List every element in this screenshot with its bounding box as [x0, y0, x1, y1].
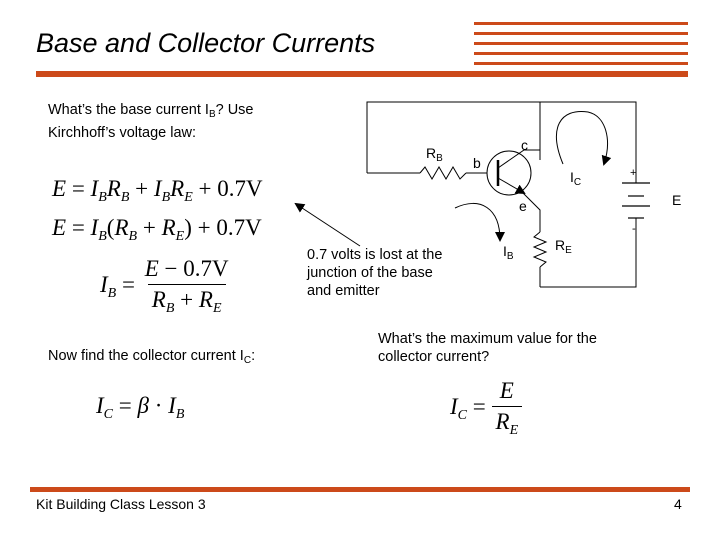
label-rb: $R_B$	[426, 145, 443, 164]
note-junction-drop: 0.7 volts is lost at the junction of the base and emitter	[307, 247, 443, 299]
footer-course: Kit Building Class Lesson 3	[36, 496, 206, 512]
transistor-symbol	[487, 151, 531, 195]
transistor-collector	[498, 150, 540, 168]
equation-kvl-1: $E = I_BR_B + I_BR_E + 0.7V$	[52, 176, 263, 205]
question-max-collector: What’s the maximum value for the collector current?	[378, 331, 597, 365]
question-base-current: What’s the base current $I_B$? Use Kirchhoff’s voltage law:	[48, 102, 254, 141]
label-battery: E	[672, 192, 682, 208]
label-minus: -	[632, 223, 636, 235]
footer-rule	[30, 487, 690, 492]
label-re: $R_E$	[555, 237, 572, 256]
pointer-arrow	[296, 204, 360, 246]
question-collector-current: Now find the collector current $I_C$:	[48, 348, 256, 366]
label-plus: +	[630, 167, 637, 179]
label-base: b	[473, 155, 481, 171]
label-emitter: e	[519, 198, 527, 214]
base-resistor	[420, 167, 466, 179]
wire-top-right	[540, 102, 636, 183]
emitter-resistor	[534, 232, 546, 267]
collector-current-arrow	[556, 111, 607, 164]
equation-max-collector: $I_C$ = $\frac{E}{R_E}$	[450, 378, 522, 439]
equation-collector-current: $I_C = \beta \cdot I_B$	[96, 393, 185, 422]
equation-base-current: $I_B$ = $\frac{E - 0.7V}{R_B + R_E}$	[100, 256, 229, 316]
label-collector: c	[521, 137, 528, 153]
wire-left-top	[367, 102, 540, 173]
label-ic: $I_C$	[570, 169, 582, 188]
page-number: 4	[674, 496, 682, 512]
transistor-emitter	[498, 178, 524, 193]
base-current-arrow	[455, 203, 500, 240]
slide-title: Base and Collector Currents	[36, 28, 376, 58]
label-ib: $I_B$	[503, 243, 514, 262]
equation-kvl-2: $E = I_B(R_B + R_E) + 0.7V$	[52, 215, 262, 244]
